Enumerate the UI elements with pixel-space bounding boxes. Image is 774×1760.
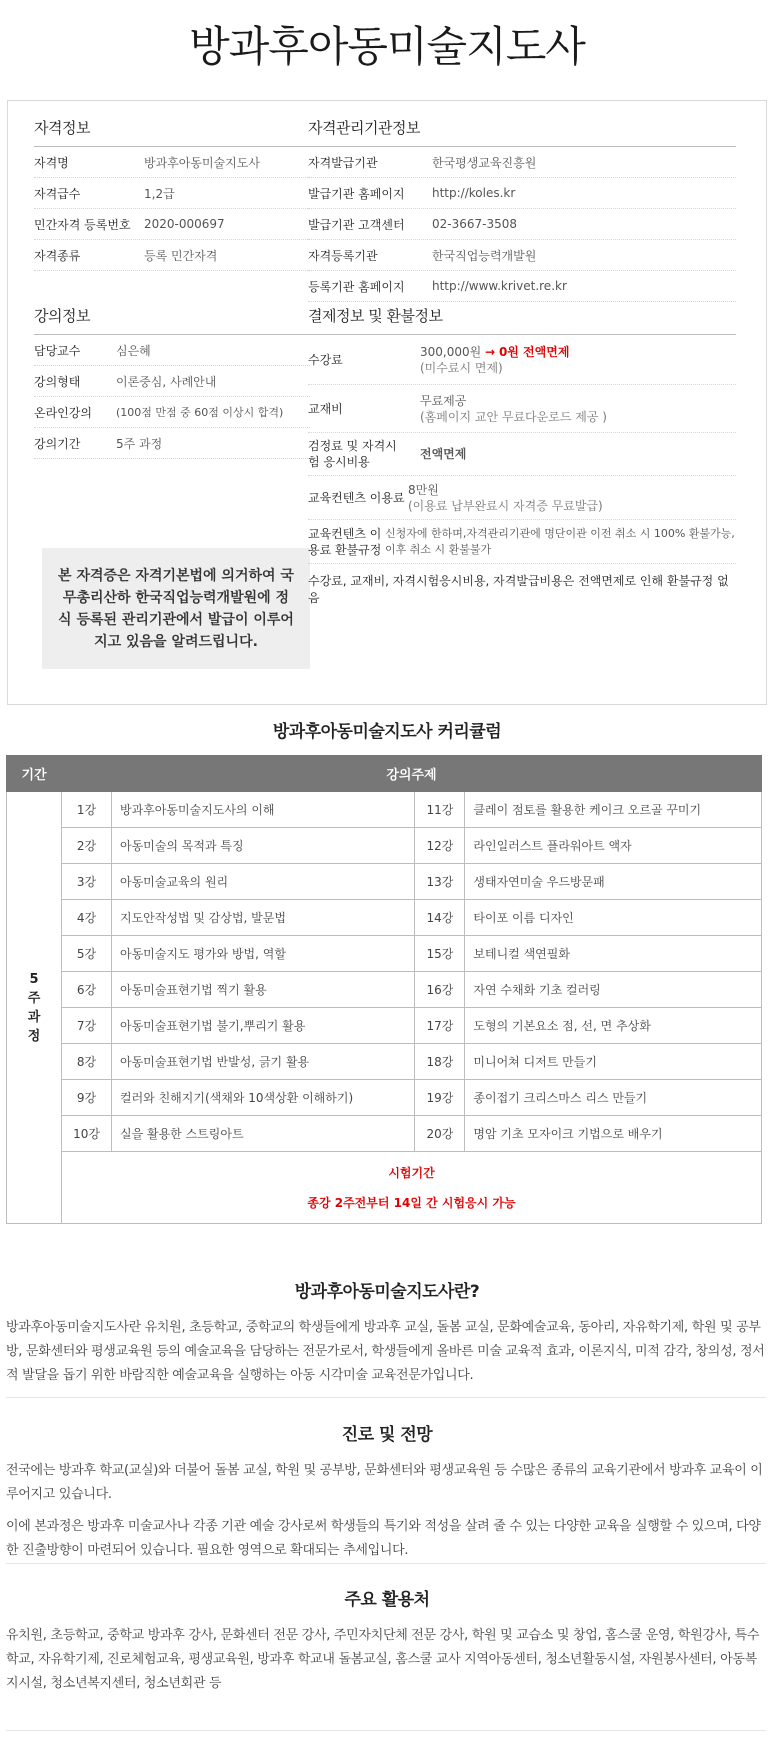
lesson-number: 20강 bbox=[415, 1116, 465, 1152]
row-key: 자격등록기관 bbox=[308, 248, 378, 263]
content-fee-sub: (이용료 납부완료시 자격증 무료발급) bbox=[408, 498, 603, 513]
row-key: 자격명 bbox=[34, 155, 69, 170]
topic-header: 강의주제 bbox=[62, 756, 762, 792]
lecture-info-heading: 강의정보 bbox=[34, 305, 310, 335]
lesson-topic: 컬러와 친해지기(색채와 10색상환 이해하기) bbox=[112, 1080, 415, 1116]
curriculum-row bbox=[7, 828, 762, 864]
row-key: 자격종류 bbox=[34, 248, 81, 263]
lecture-info-row bbox=[34, 428, 310, 459]
row-value: (100점 만점 중 60점 이상시 합격) bbox=[116, 406, 284, 419]
agency-info-row bbox=[308, 147, 736, 178]
lesson-topic: 생태자연미술 우드방문패 bbox=[465, 864, 762, 900]
content-fee-row bbox=[308, 476, 736, 520]
divider bbox=[6, 1563, 766, 1564]
book-v: 무료제공 bbox=[420, 393, 467, 408]
row-value: 5주 과정 bbox=[116, 436, 163, 451]
curriculum-title: 방과후아동미술지도사 커리큘럼 bbox=[272, 722, 502, 742]
lesson-number: 7강 bbox=[62, 1008, 112, 1044]
lesson-number: 9강 bbox=[62, 1080, 112, 1116]
curriculum-row bbox=[7, 1080, 762, 1116]
lesson-number: 18강 bbox=[415, 1044, 465, 1080]
lesson-number: 17강 bbox=[415, 1008, 465, 1044]
qual-info-row bbox=[34, 147, 310, 178]
lesson-topic: 종이접기 크리스마스 리스 만들기 bbox=[465, 1080, 762, 1116]
curriculum-row bbox=[7, 900, 762, 936]
row-key: 민간자격 등록번호 bbox=[34, 217, 131, 232]
period-header: 기간 bbox=[7, 756, 62, 792]
lesson-number: 3강 bbox=[62, 864, 112, 900]
fee-price: 300,000원 bbox=[420, 344, 482, 359]
fee-value bbox=[420, 344, 569, 376]
row-value: 1,2급 bbox=[144, 186, 175, 201]
content-fee-value bbox=[408, 482, 603, 514]
row-value: 2020-000697 bbox=[144, 217, 225, 231]
row-value: 심은혜 bbox=[116, 343, 151, 358]
lesson-number: 5강 bbox=[62, 936, 112, 972]
info-box bbox=[7, 100, 767, 705]
payment-section bbox=[308, 305, 736, 607]
qual-info-heading: 자격정보 bbox=[34, 117, 310, 147]
qual-info-row bbox=[34, 240, 310, 271]
agency-info-row bbox=[308, 209, 736, 240]
lesson-number: 11강 bbox=[415, 792, 465, 828]
curriculum-row bbox=[7, 1116, 762, 1152]
exam-desc: 종강 2주전부터 14일 간 시험응시 가능 bbox=[307, 1195, 516, 1210]
curriculum-row bbox=[7, 972, 762, 1008]
curriculum-row bbox=[7, 1008, 762, 1044]
about-section bbox=[6, 1277, 768, 1388]
refund-value: 신청자에 한하며,자격관리기관에 명단이관 이전 취소 시 100% 환불가능,이후 취소 시 환불불가 bbox=[384, 526, 735, 556]
lesson-number: 15강 bbox=[415, 936, 465, 972]
lesson-number: 2강 bbox=[62, 828, 112, 864]
content-fee-label: 교육컨텐츠 이용료 bbox=[308, 490, 405, 505]
book-row bbox=[308, 385, 736, 433]
lesson-topic: 타이포 이름 디자인 bbox=[465, 900, 762, 936]
row-key: 발급기관 홈페이지 bbox=[308, 186, 405, 201]
usage-body: 유치원, 초등학교, 중학교 방과후 강사, 문화센터 전문 강사, 주민자치단체 전문 강사, 학원 및 교습소 및 창업, 홈스쿨 운영, 학원강사, 특수학교, 자유학기제, 진로체험교육, 평생교육원, 방과후 학교내 돌봄교실, 홈스쿨 교사 지역아동센터, 청소년활동시설, 자원봉사센터, 아동복지시설, 청소년복지센터, 청소년회관 등 bbox=[6, 1628, 760, 1691]
agency-info-section bbox=[308, 117, 736, 302]
book-value bbox=[420, 393, 607, 425]
exam-title: 시험기간 bbox=[388, 1165, 435, 1180]
refund-label: 교육컨텐츠 이용료 환불규정 bbox=[308, 526, 382, 557]
agency-info-heading: 자격관리기관정보 bbox=[308, 117, 736, 147]
agency-homepage-link[interactable]: http://koles.kr bbox=[432, 186, 516, 200]
lesson-topic: 미니어쳐 디저트 만들기 bbox=[465, 1044, 762, 1080]
book-sub: (홈페이지 교안 무료다운로드 제공 ) bbox=[420, 409, 607, 424]
row-key: 자격발급기관 bbox=[308, 155, 378, 170]
lesson-topic: 아동미술지도 평가와 방법, 역할 bbox=[112, 936, 415, 972]
lesson-number: 16강 bbox=[415, 972, 465, 1008]
row-key: 등록기관 홈페이지 bbox=[308, 279, 405, 294]
divider bbox=[6, 1730, 766, 1731]
career-p2: 이에 본과정은 방과후 미술교사나 각종 기관 예술 강사로써 학생들의 특기와 적성을 살려 줄 수 있는 다양한 교육을 실행할 수 있으며, 다양한 진출방향이 마련되어 있습니다. 필요한 영역으로 확대되는 추세입니다. bbox=[6, 1519, 761, 1558]
lesson-topic: 아동미술교육의 원리 bbox=[112, 864, 415, 900]
row-key: 강의형태 bbox=[34, 374, 81, 389]
lesson-topic: 자연 수채화 기초 컬러링 bbox=[465, 972, 762, 1008]
lesson-number: 10강 bbox=[62, 1116, 112, 1152]
exam-fee-row bbox=[308, 433, 736, 476]
payment-heading: 결제정보 및 환불정보 bbox=[308, 305, 736, 335]
curriculum-table bbox=[6, 755, 762, 1224]
book-label: 교재비 bbox=[308, 401, 343, 416]
row-key: 강의기간 bbox=[34, 436, 81, 451]
lecture-info-row bbox=[34, 366, 310, 397]
lesson-number: 19강 bbox=[415, 1080, 465, 1116]
page-title: 방과후아동미술지도사 bbox=[189, 22, 585, 71]
row-key: 담당교수 bbox=[34, 343, 81, 358]
agency-info-row bbox=[308, 271, 736, 302]
lesson-topic: 보테니컬 색연필화 bbox=[465, 936, 762, 972]
registry-homepage-link[interactable]: http://www.krivet.re.kr bbox=[432, 279, 567, 293]
about-body: 방과후아동미술지도사란 유치원, 초등학교, 중학교의 학생들에게 방과후 교실, 돌봄 교실, 문화예술교육, 동아리, 자유학기제, 학원 및 공부방, 문화센터와 평생교육원 등의 예술교육을 담당하는 전문가로서, 학생들에게 올바른 미술 교육적 효과, 이론지식, 미적 감각, 창의성, 정서적 발달을 돕기 위한 바람직한 예술교육을 실행하는 아동 시각미술 교육전문가입니다. bbox=[6, 1320, 765, 1383]
usage-heading: 주요 활용처 bbox=[344, 1590, 430, 1610]
fee-sub: (미수료시 면제) bbox=[420, 360, 503, 375]
lesson-topic: 클레이 점토를 활용한 케이크 오르골 꾸미기 bbox=[465, 792, 762, 828]
lesson-topic: 도형의 기본요소 점, 선, 면 추상화 bbox=[465, 1008, 762, 1044]
row-value: 방과후아동미술지도사 bbox=[144, 155, 260, 170]
qual-info-row bbox=[34, 178, 310, 209]
lesson-topic: 지도안작성법 및 감상법, 발문법 bbox=[112, 900, 415, 936]
row-value: 한국평생교육진흥원 bbox=[432, 155, 537, 170]
career-heading: 진로 및 전망 bbox=[341, 1425, 433, 1445]
lesson-topic: 라인일러스트 플라워아트 액자 bbox=[465, 828, 762, 864]
exam-cell bbox=[62, 1152, 762, 1224]
lesson-topic: 실을 활용한 스트링아트 bbox=[112, 1116, 415, 1152]
refund-row bbox=[308, 520, 736, 564]
agency-info-row bbox=[308, 178, 736, 209]
fee-row bbox=[308, 335, 736, 385]
row-key: 발급기관 고객센터 bbox=[308, 217, 405, 232]
about-heading: 방과후아동미술지도사란? bbox=[294, 1282, 480, 1302]
lesson-topic: 아동미술의 목적과 특징 bbox=[112, 828, 415, 864]
qual-info-row bbox=[34, 209, 310, 240]
lecture-info-row bbox=[34, 397, 310, 428]
row-key: 자격급수 bbox=[34, 186, 81, 201]
usage-section bbox=[6, 1585, 768, 1696]
curriculum-row bbox=[7, 864, 762, 900]
notice-box: 본 자격증은 자격기본법에 의거하여 국무총리산하 한국직업능력개발원에 정식 등록된 관리기관에서 발급이 이루어지고 있음을 알려드립니다. bbox=[42, 548, 310, 669]
exam-row bbox=[7, 1152, 762, 1224]
fee-free: 0원 전액면제 bbox=[498, 344, 570, 359]
payment-note: 수강료, 교재비, 자격시험응시비용, 자격발급비용은 전액면제로 인해 환불규정 없음 bbox=[308, 574, 729, 605]
period-cell bbox=[7, 792, 62, 1224]
lesson-number: 12강 bbox=[415, 828, 465, 864]
exam-fee-value: 전액면제 bbox=[420, 447, 467, 461]
row-value: 한국직업능력개발원 bbox=[432, 248, 537, 263]
lesson-topic: 방과후아동미술지도사의 이해 bbox=[112, 792, 415, 828]
curriculum-row bbox=[7, 936, 762, 972]
exam-fee-label: 검정료 및 자격시험 응시비용 bbox=[308, 439, 397, 469]
divider bbox=[6, 1397, 766, 1398]
lesson-topic: 아동미술표현기법 찍기 활용 bbox=[112, 972, 415, 1008]
lesson-topic: 아동미술표현기법 불기,뿌리기 활용 bbox=[112, 1008, 415, 1044]
qual-info-section bbox=[34, 117, 310, 271]
curriculum-row bbox=[7, 792, 762, 828]
row-key: 온라인강의 bbox=[34, 405, 92, 420]
lesson-number: 4강 bbox=[62, 900, 112, 936]
fee-label: 수강료 bbox=[308, 352, 343, 367]
content-fee-v: 8만원 bbox=[408, 482, 439, 497]
lesson-number: 1강 bbox=[62, 792, 112, 828]
lesson-number: 6강 bbox=[62, 972, 112, 1008]
row-value: 이론중심, 사례안내 bbox=[116, 374, 217, 389]
lecture-info-section bbox=[34, 305, 310, 459]
agency-info-row bbox=[308, 240, 736, 271]
row-value: 02-3667-3508 bbox=[432, 217, 518, 231]
curriculum-row bbox=[7, 1044, 762, 1080]
row-value: 등록 민간자격 bbox=[144, 248, 218, 263]
lesson-number: 8강 bbox=[62, 1044, 112, 1080]
lesson-number: 14강 bbox=[415, 900, 465, 936]
lesson-topic: 명암 기초 모자이크 기법으로 배우기 bbox=[465, 1116, 762, 1152]
fee-arrow: → bbox=[485, 344, 496, 359]
lesson-number: 13강 bbox=[415, 864, 465, 900]
period-value: 5주 과정 bbox=[27, 971, 41, 1044]
lecture-info-row bbox=[34, 335, 310, 366]
career-p1: 전국에는 방과후 학교(교실)와 더불어 돌봄 교실, 학원 및 공부방, 문화센터와 평생교육원 등 수많은 종류의 교육기관에서 방과후 교육이 이루어지고 있습니다. bbox=[6, 1463, 763, 1502]
career-section bbox=[6, 1420, 768, 1563]
lesson-topic: 아동미술표현기법 반발성, 긁기 활용 bbox=[112, 1044, 415, 1080]
